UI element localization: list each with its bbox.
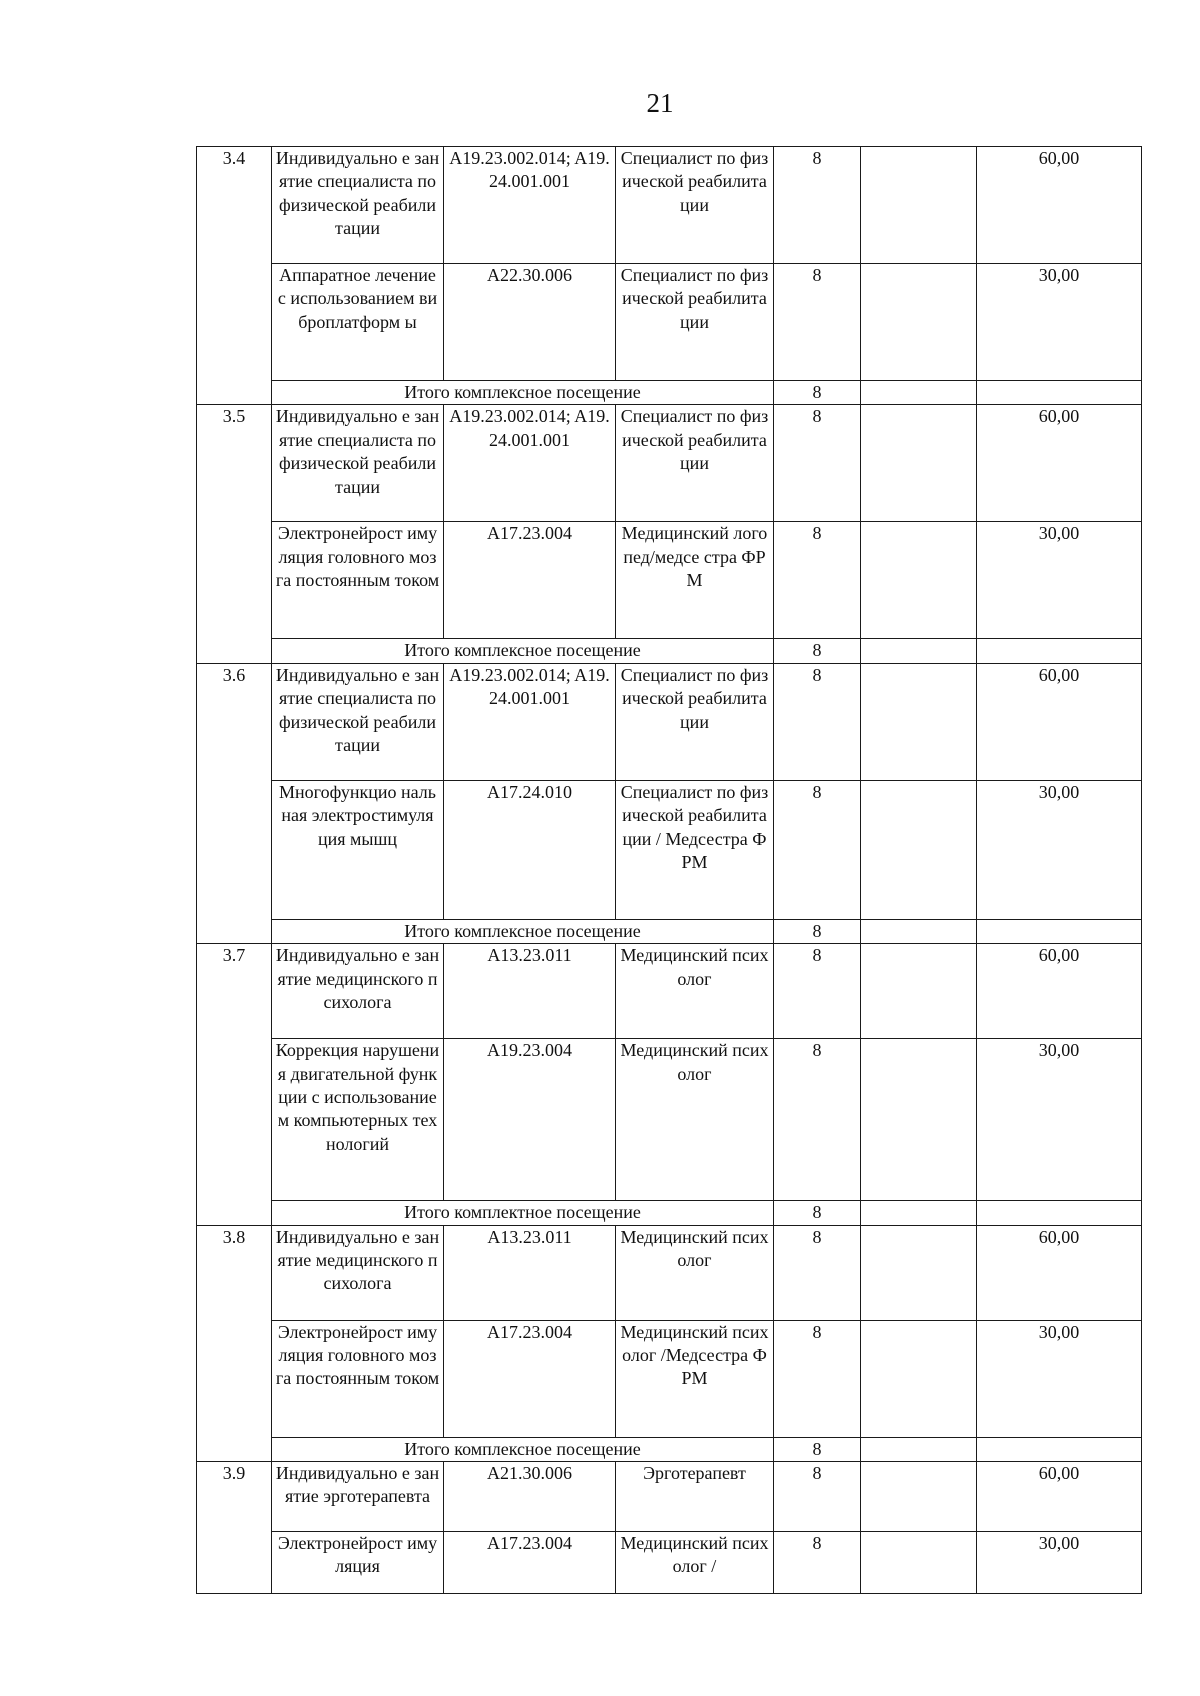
empty-cell xyxy=(861,1437,977,1461)
table-row xyxy=(197,663,1142,780)
visit-count: 8 xyxy=(774,264,861,381)
total-row xyxy=(197,1437,1142,1461)
empty-cell xyxy=(861,1225,977,1320)
empty-cell xyxy=(861,522,977,639)
empty-cell xyxy=(861,919,977,943)
table-body xyxy=(197,147,1142,1594)
empty-cell xyxy=(861,1039,977,1201)
visit-count: 8 xyxy=(774,147,861,264)
visit-count: 8 xyxy=(774,1225,861,1320)
service-name: Индивидуально е занятие эрготерапевта xyxy=(272,1462,444,1532)
total-count: 8 xyxy=(774,919,861,943)
duration-value: 60,00 xyxy=(977,1225,1142,1320)
empty-cell xyxy=(977,1437,1142,1461)
table-row xyxy=(197,264,1142,381)
visit-count: 8 xyxy=(774,405,861,522)
total-count: 8 xyxy=(774,381,861,405)
services-table xyxy=(196,146,1142,1594)
service-name: Многофункцио нальная электростимуля ция мышц xyxy=(272,780,444,919)
duration-value: 60,00 xyxy=(977,663,1142,780)
specialist: Медицинский психолог xyxy=(616,1225,774,1320)
duration-value: 30,00 xyxy=(977,264,1142,381)
empty-cell xyxy=(861,147,977,264)
visit-count: 8 xyxy=(774,1039,861,1201)
empty-cell xyxy=(861,1320,977,1437)
specialist: Специалист по физической реабилитации xyxy=(616,147,774,264)
total-label: Итого комплексное посещение xyxy=(272,639,774,663)
service-name: Электронейрост имуляция головного мозга постоянным током xyxy=(272,1320,444,1437)
total-count: 8 xyxy=(774,639,861,663)
table-row xyxy=(197,1320,1142,1437)
service-code: A17.24.010 xyxy=(444,780,616,919)
total-row xyxy=(197,381,1142,405)
empty-cell xyxy=(861,639,977,663)
table-row xyxy=(197,780,1142,919)
empty-cell xyxy=(861,405,977,522)
service-name: Аппаратное лечение с использованием виброплатформ ы xyxy=(272,264,444,381)
visit-count: 8 xyxy=(774,1462,861,1532)
item-number: 3.8 xyxy=(197,1225,272,1461)
specialist: Медицинский психолог /Медсестра ФРМ xyxy=(616,1320,774,1437)
item-number: 3.9 xyxy=(197,1462,272,1594)
service-code: A19.23.002.014; A19.24.001.001 xyxy=(444,147,616,264)
duration-value: 30,00 xyxy=(977,780,1142,919)
visit-count: 8 xyxy=(774,663,861,780)
total-label: Итого комплектное посещение xyxy=(272,1201,774,1225)
service-code: A17.23.004 xyxy=(444,1320,616,1437)
empty-cell xyxy=(861,1201,977,1225)
service-code: A22.30.006 xyxy=(444,264,616,381)
service-name: Электронейрост имуляция головного мозга постоянным током xyxy=(272,522,444,639)
specialist: Специалист по физической реабилитации xyxy=(616,663,774,780)
empty-cell xyxy=(861,944,977,1039)
total-label: Итого комплексное посещение xyxy=(272,1437,774,1461)
visit-count: 8 xyxy=(774,1320,861,1437)
specialist: Медицинский психолог xyxy=(616,1039,774,1201)
service-name: Индивидуально е занятие медицинского психолога xyxy=(272,1225,444,1320)
visit-count: 8 xyxy=(774,780,861,919)
specialist: Медицинский психолог / xyxy=(616,1532,774,1594)
specialist: Медицинский психолог xyxy=(616,944,774,1039)
table-row xyxy=(197,405,1142,522)
item-number: 3.4 xyxy=(197,147,272,405)
duration-value: 60,00 xyxy=(977,944,1142,1039)
table-row xyxy=(197,147,1142,264)
item-number: 3.7 xyxy=(197,944,272,1225)
total-row xyxy=(197,639,1142,663)
table-row xyxy=(197,1225,1142,1320)
empty-cell xyxy=(861,780,977,919)
total-row xyxy=(197,1201,1142,1225)
total-label: Итого комплексное посещение xyxy=(272,919,774,943)
total-count: 8 xyxy=(774,1201,861,1225)
visit-count: 8 xyxy=(774,1532,861,1594)
specialist: Медицинский логопед/медсе стра ФРМ xyxy=(616,522,774,639)
table-row xyxy=(197,944,1142,1039)
specialist: Специалист по физической реабилитации xyxy=(616,264,774,381)
service-name: Индивидуально е занятие специалиста по физической реабилитации xyxy=(272,405,444,522)
service-name: Индивидуально е занятие медицинского психолога xyxy=(272,944,444,1039)
service-code: A19.23.002.014; A19.24.001.001 xyxy=(444,663,616,780)
duration-value: 60,00 xyxy=(977,147,1142,264)
total-row xyxy=(197,919,1142,943)
empty-cell xyxy=(977,381,1142,405)
page-number: 21 xyxy=(646,88,674,118)
table-row xyxy=(197,1039,1142,1201)
specialist: Специалист по физической реабилитации xyxy=(616,405,774,522)
specialist: Специалист по физической реабилитации / Медсестра ФРМ xyxy=(616,780,774,919)
table-row xyxy=(197,1532,1142,1594)
empty-cell xyxy=(861,663,977,780)
table-row xyxy=(197,1462,1142,1532)
service-name: Коррекция нарушения двигательной функции с использованием компьютерных технологий xyxy=(272,1039,444,1201)
empty-cell xyxy=(861,1532,977,1594)
duration-value: 30,00 xyxy=(977,1320,1142,1437)
table-row xyxy=(197,522,1142,639)
service-code: A13.23.011 xyxy=(444,944,616,1039)
service-code: A19.23.004 xyxy=(444,1039,616,1201)
empty-cell xyxy=(861,1462,977,1532)
visit-count: 8 xyxy=(774,944,861,1039)
total-label: Итого комплексное посещение xyxy=(272,381,774,405)
duration-value: 30,00 xyxy=(977,1532,1142,1594)
service-code: A17.23.004 xyxy=(444,1532,616,1594)
visit-count: 8 xyxy=(774,522,861,639)
service-code: A21.30.006 xyxy=(444,1462,616,1532)
duration-value: 30,00 xyxy=(977,522,1142,639)
empty-cell xyxy=(861,264,977,381)
item-number: 3.6 xyxy=(197,663,272,943)
service-name: Индивидуально е занятие специалиста по физической реабилитации xyxy=(272,663,444,780)
empty-cell xyxy=(977,1201,1142,1225)
specialist: Эрготерапевт xyxy=(616,1462,774,1532)
empty-cell xyxy=(977,919,1142,943)
empty-cell xyxy=(977,639,1142,663)
service-code: A19.23.002.014; A19.24.001.001 xyxy=(444,405,616,522)
service-code: A13.23.011 xyxy=(444,1225,616,1320)
duration-value: 30,00 xyxy=(977,1039,1142,1201)
empty-cell xyxy=(861,381,977,405)
total-count: 8 xyxy=(774,1437,861,1461)
service-name: Электронейрост имуляция xyxy=(272,1532,444,1594)
item-number: 3.5 xyxy=(197,405,272,663)
duration-value: 60,00 xyxy=(977,405,1142,522)
service-code: A17.23.004 xyxy=(444,522,616,639)
duration-value: 60,00 xyxy=(977,1462,1142,1532)
service-name: Индивидуально е занятие специалиста по физической реабилитации xyxy=(272,147,444,264)
